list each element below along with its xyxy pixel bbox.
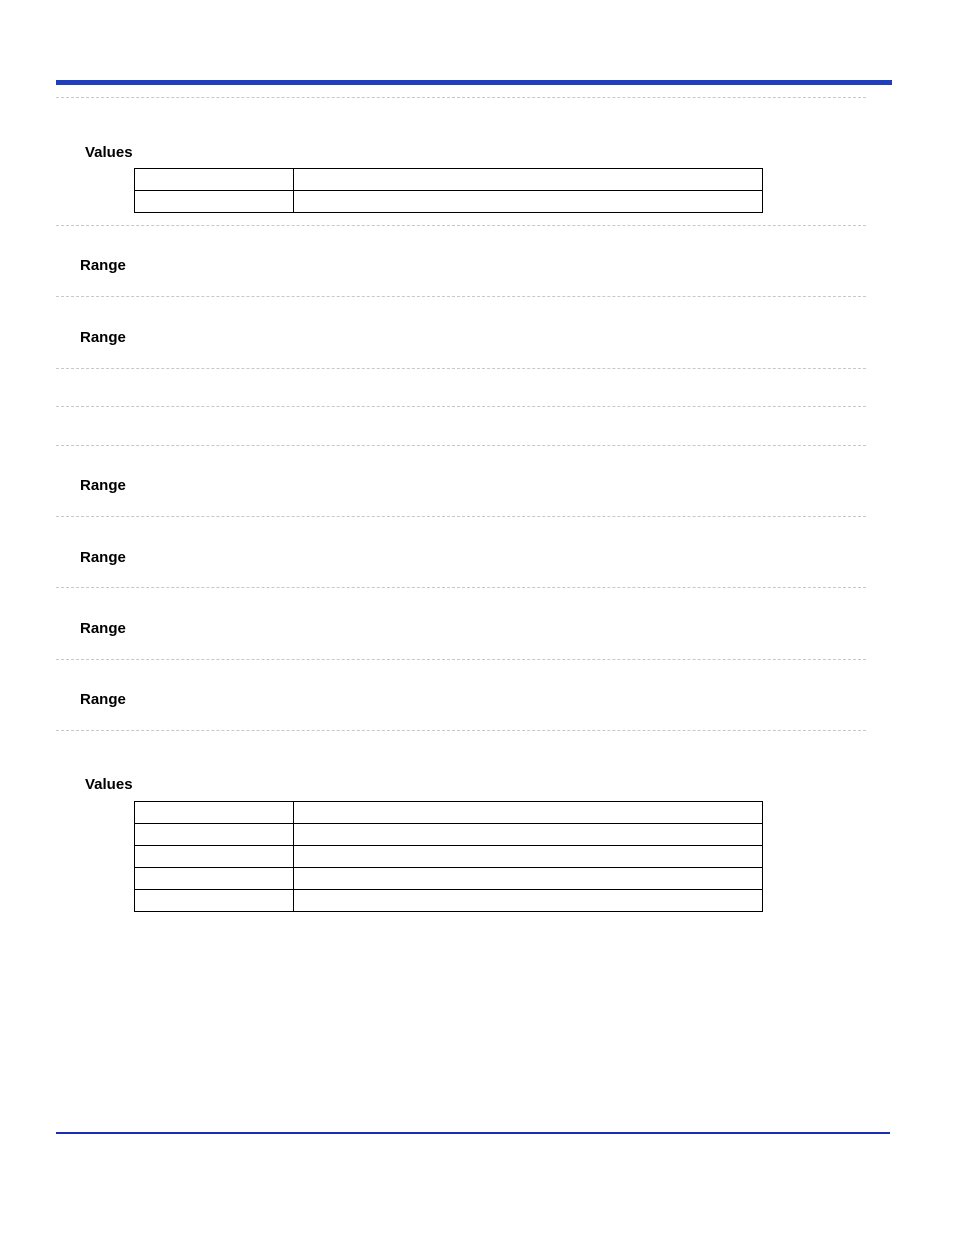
table-cell [294,191,763,213]
table-cell [294,824,763,846]
range-label: Range [80,691,126,708]
table-cell [135,169,294,191]
section-divider [56,406,866,407]
table-cell [135,824,294,846]
table-cell [294,802,763,824]
header-rule [56,80,892,85]
table-cell [294,846,763,868]
table-cell [135,802,294,824]
table-cell [294,169,763,191]
table-cell [135,890,294,912]
section-divider [56,296,866,297]
section-divider [56,730,866,731]
table-row [135,191,763,213]
table-row [135,868,763,890]
section-divider [56,516,866,517]
footer-rule [56,1132,890,1134]
range-label: Range [80,620,126,637]
range-label: Range [80,549,126,566]
section-divider [56,225,866,226]
values-label: Values [85,144,133,161]
table-row [135,169,763,191]
range-label: Range [80,257,126,274]
section-divider [56,445,866,446]
table-row [135,802,763,824]
table-row [135,846,763,868]
range-label: Range [80,477,126,494]
table-row [135,890,763,912]
section-divider [56,587,866,588]
table-cell [135,868,294,890]
section-divider [56,368,866,369]
table-cell [294,868,763,890]
range-label: Range [80,329,126,346]
section-divider [56,659,866,660]
values-label: Values [85,776,133,793]
table-row [135,824,763,846]
table-cell [294,890,763,912]
values-table [134,168,763,213]
values-table [134,801,763,912]
section-divider [56,97,866,98]
table-cell [135,846,294,868]
table-cell [135,191,294,213]
